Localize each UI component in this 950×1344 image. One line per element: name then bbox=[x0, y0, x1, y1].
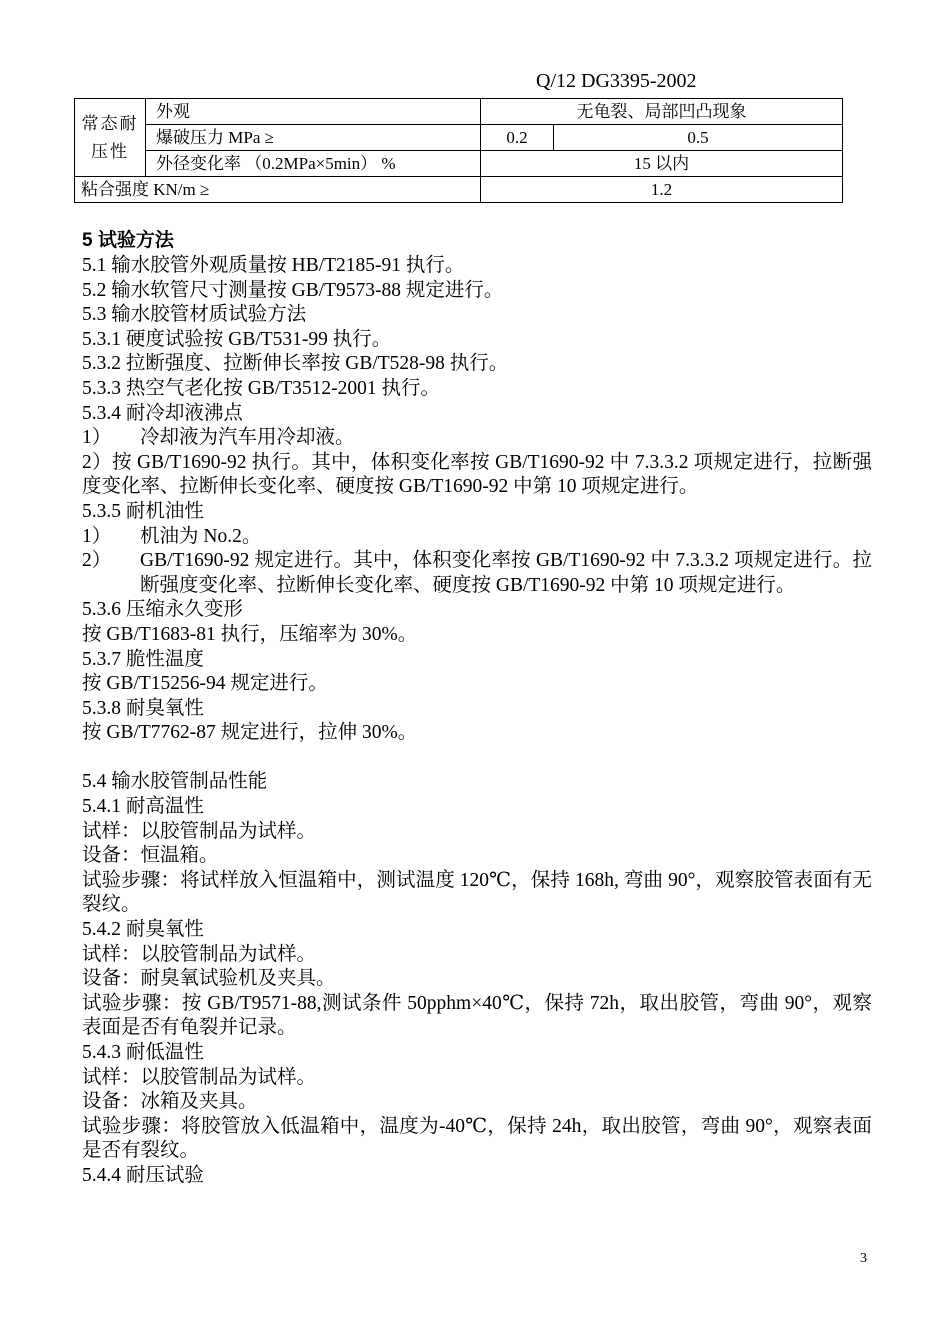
paragraph: 试验步骤：按 GB/T9571-88,测试条件 50pphm×40℃，保持 72h，取出胶管，弯曲 90°，观察表面是否有龟裂并记录。 bbox=[82, 992, 872, 1039]
paragraph: 设备：恒温箱。 bbox=[82, 845, 219, 867]
list-number: 2） bbox=[82, 550, 112, 572]
paragraph: 5.4.3 耐低温性 bbox=[82, 1042, 204, 1063]
table-cell-value: 15 以内 bbox=[481, 151, 843, 177]
paragraph: 按 GB/T1683-81 执行，压缩率为 30%。 bbox=[82, 623, 418, 645]
table-row bbox=[75, 177, 843, 203]
table-row bbox=[75, 99, 843, 125]
paragraph: 试样：以胶管制品为试样。 bbox=[82, 943, 317, 965]
list-item bbox=[82, 426, 872, 451]
paragraph: 5.3.8 耐臭氧性 bbox=[82, 697, 204, 719]
table-row bbox=[75, 151, 843, 177]
paragraph: 试验步骤：将试样放入恒温箱中，测试温度 120℃，保持 168h, 弯曲 90°，观察胶管表面有无裂纹。 bbox=[82, 869, 872, 916]
paragraph: 5.4.1 耐高温性 bbox=[82, 796, 204, 818]
list-item bbox=[82, 525, 872, 550]
paragraph: 按 GB/T15256-94 规定进行。 bbox=[82, 673, 328, 695]
paragraph: 试验步骤：将胶管放入低温箱中，温度为-40℃，保持 24h，取出胶管，弯曲 90°，观察表面是否有裂纹。 bbox=[82, 1115, 872, 1162]
spec-table bbox=[74, 98, 843, 203]
section-heading: 5 试验方法 bbox=[82, 230, 174, 251]
paragraph: 5.3.4 耐冷却液沸点 bbox=[82, 402, 243, 424]
table-group-label: 常态耐压性 bbox=[75, 99, 146, 177]
list-item bbox=[82, 549, 872, 598]
list-number: 1） bbox=[82, 525, 112, 547]
blank-line bbox=[82, 746, 872, 771]
paragraph: 5.3.6 压缩永久变形 bbox=[82, 599, 243, 621]
table-cell-value: 1.2 bbox=[481, 177, 843, 203]
table-cell-value: 无龟裂、局部凹凸现象 bbox=[481, 99, 843, 125]
paragraph: 5.3.3 热空气老化按 GB/T3512-2001 执行。 bbox=[82, 377, 441, 399]
paragraph: 5.3 输水胶管材质试验方法 bbox=[82, 304, 307, 326]
table-cell-value: 0.5 bbox=[554, 125, 843, 151]
paragraph: 按 GB/T7762-87 规定进行，拉伸 30%。 bbox=[82, 722, 418, 744]
paragraph: 5.2 输水软管尺寸测量按 GB/T9573-88 规定进行。 bbox=[82, 279, 504, 301]
paragraph: 试样：以胶管制品为试样。 bbox=[82, 1066, 317, 1088]
list-number: 1） bbox=[82, 427, 112, 449]
paragraph: 5.4.4 耐压试验 bbox=[82, 1164, 204, 1186]
document-code: Q/12 DG3395-2002 bbox=[536, 70, 697, 92]
table-row bbox=[75, 125, 843, 151]
table-cell-value: 0.2 bbox=[481, 125, 554, 151]
paragraph: 5.4 输水胶管制品性能 bbox=[82, 771, 268, 793]
table-cell-label: 爆破压力 MPa ≥ bbox=[146, 125, 481, 151]
paragraph: 5.3.1 硬度试验按 GB/T531-99 执行。 bbox=[82, 328, 392, 350]
page-number: 3 bbox=[860, 1251, 867, 1266]
paragraph: 设备：耐臭氧试验机及夹具。 bbox=[82, 968, 336, 990]
list-text: 冷却液为汽车用冷却液。 bbox=[140, 427, 355, 449]
table-cell-label: 外观 bbox=[146, 99, 481, 125]
paragraph: 5.3.2 拉断强度、拉断伸长率按 GB/T528-98 执行。 bbox=[82, 353, 509, 375]
document-body bbox=[82, 228, 872, 1189]
paragraph: 试样：以胶管制品为试样。 bbox=[82, 820, 317, 842]
paragraph: 设备：冰箱及夹具。 bbox=[82, 1091, 258, 1113]
table-cell-label: 粘合强度 KN/m ≥ bbox=[75, 177, 481, 203]
paragraph: 2）按 GB/T1690-92 执行。其中，体积变化率按 GB/T1690-92 中 7.3.3.2 项规定进行，拉断强度变化率、拉断伸长变化率、硬度按 GB/T1690-92 中第 10 项规定进行。 bbox=[82, 451, 872, 498]
paragraph: 5.1 输水胶管外观质量按 HB/T2185-91 执行。 bbox=[82, 255, 465, 276]
list-text: 机油为 No.2。 bbox=[140, 525, 262, 547]
paragraph: 5.4.2 耐臭氧性 bbox=[82, 919, 204, 941]
table-cell-label: 外径变化率 （0.2MPa×5min） % bbox=[146, 151, 481, 177]
paragraph: 5.3.7 脆性温度 bbox=[82, 648, 204, 670]
paragraph: 5.3.5 耐机油性 bbox=[82, 500, 204, 522]
list-text: GB/T1690-92 规定进行。其中，体积变化率按 GB/T1690-92 中 7.3.3.2 项规定进行。拉断强度变化率、拉断伸长变化率、硬度按 GB/T1690-92 中第 10 项规定进行。 bbox=[140, 550, 872, 596]
